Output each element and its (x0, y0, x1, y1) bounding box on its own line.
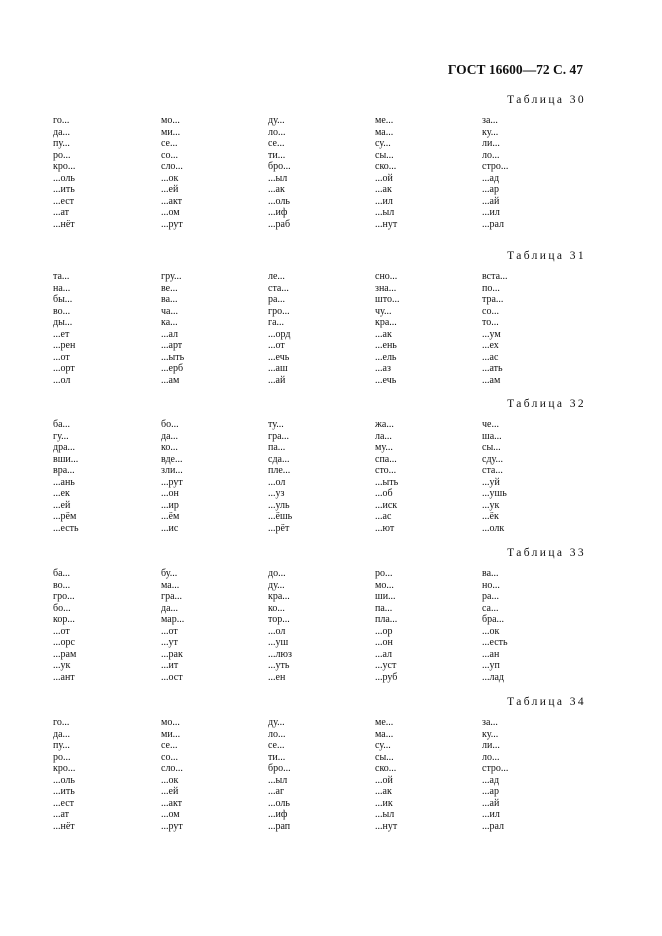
table-cell: ...ест (53, 797, 74, 809)
table-cell: ...оль (268, 195, 290, 207)
table-cell: гру... (161, 271, 182, 282)
table-cell: ...ик (375, 797, 393, 809)
table-cell: ...он (161, 488, 179, 499)
table-cell: ...рал (482, 218, 505, 230)
table-cell: ...ом (161, 809, 180, 820)
table-cell: ...ит (161, 660, 179, 671)
table-cell: го... (53, 115, 70, 126)
table-cell: ...уп (482, 660, 500, 671)
table-cell: ...ил (482, 809, 500, 820)
table-cell: ...от (53, 625, 70, 637)
table-column (482, 115, 582, 230)
table-cell: ...ат (53, 809, 70, 820)
table-cell: ...ушь (482, 488, 507, 499)
table-cell: ...ан (482, 648, 500, 660)
table-column (375, 271, 475, 386)
table-cell: кор... (53, 614, 75, 625)
table-cell: ...ой (375, 774, 393, 786)
table-column (375, 568, 475, 683)
table-cell: ...рём (53, 511, 77, 522)
table-cell: ...оль (53, 774, 75, 786)
table-cell: ...ечь (375, 374, 397, 386)
table-cell: ...ак (375, 786, 392, 797)
table-cell: ...ань (53, 476, 75, 488)
table-cell: ча... (161, 305, 178, 317)
table-cell: ку... (482, 126, 499, 138)
table-cell: ме... (375, 717, 394, 728)
table-cell: ма... (375, 728, 394, 740)
table-cell: ку... (482, 728, 499, 740)
table-cell: ...ёк (482, 511, 499, 522)
table-cell: ло... (482, 751, 500, 763)
table-cell: ...нёт (53, 218, 75, 230)
table-cell: гро... (268, 305, 290, 317)
table-cell: кро... (53, 763, 76, 774)
word-table (53, 249, 584, 391)
table-cell: ...ам (161, 374, 180, 386)
table-cell: ве... (161, 282, 178, 294)
table-cell: тор... (268, 614, 290, 625)
table-cell: ши... (375, 591, 396, 602)
table-cell: ...аг (268, 786, 285, 797)
table-cell: ...ук (482, 499, 500, 511)
table-cell: да... (161, 430, 179, 442)
table-cell: ...ить (53, 786, 75, 797)
table-cell: ту... (268, 419, 284, 430)
table-cell: ...уй (482, 476, 500, 488)
table-cell: сы... (482, 442, 501, 453)
table-cell: ...ил (482, 207, 500, 218)
table-cell: ...орт (53, 363, 75, 374)
table-cell: со... (482, 305, 499, 317)
table-cell: ро... (53, 149, 71, 161)
table-cell: мо... (375, 579, 394, 591)
table-cell: ...иф (268, 809, 288, 820)
table-cell: пле... (268, 465, 291, 476)
table-cell: ...от (53, 351, 70, 363)
table-cell: ра... (482, 591, 499, 602)
table-cell: ...раб (268, 218, 291, 230)
table-cell: ...есть (482, 637, 508, 648)
word-table (53, 397, 584, 539)
table-cell: ва... (482, 568, 499, 579)
table-cell: пу... (53, 740, 70, 751)
table-cell: ма... (161, 579, 180, 591)
table-cell: вра... (53, 465, 75, 476)
table-cell: ко... (268, 602, 285, 614)
table-cell: па... (268, 442, 286, 453)
table-grid (53, 115, 584, 235)
table-cell: да... (161, 602, 179, 614)
table-cell: ...ол (268, 476, 286, 488)
table-cell: ...ост (161, 671, 183, 683)
table-cell: кра... (268, 591, 290, 602)
table-grid (53, 271, 584, 391)
table-cell: ...руб (375, 671, 398, 683)
table-column (268, 568, 368, 683)
table-cell: ра... (268, 294, 285, 305)
table-column (375, 717, 475, 832)
word-table (53, 93, 584, 235)
table-column (53, 568, 153, 683)
table-cell: ...ех (482, 340, 499, 351)
table-cell: мо... (161, 115, 180, 126)
table-cell: ду... (268, 115, 285, 126)
table-cell: ...ей (161, 184, 179, 195)
table-cell: ти... (268, 149, 286, 161)
table-cell: ...ать (482, 363, 503, 374)
table-cell: ...люз (268, 648, 292, 660)
table-cell: во... (53, 305, 71, 317)
table-cell: ...нёт (53, 820, 75, 832)
table-cell: сно... (375, 271, 398, 282)
table-grid (53, 419, 584, 539)
table-cell: ...ир (161, 499, 179, 511)
table-cell: тра... (482, 294, 504, 305)
table-cell: ду... (268, 717, 285, 728)
table-cell: чу... (375, 305, 392, 317)
table-cell: ...ай (482, 797, 500, 809)
table-column (53, 419, 153, 534)
table-cell: се... (268, 138, 285, 149)
table-cell: ста... (268, 282, 289, 294)
table-cell: гра... (161, 591, 183, 602)
table-cell: ...ас (482, 351, 499, 363)
table-cell: вши... (53, 453, 79, 465)
table-cell: ...ыл (268, 774, 288, 786)
table-cell: во... (53, 579, 71, 591)
table-cell: ...ам (482, 374, 501, 386)
table-cell: ла... (375, 430, 392, 442)
table-cell: се... (268, 740, 285, 751)
table-cell: ...акт (161, 797, 183, 809)
table-cell: ...уть (268, 660, 290, 671)
table-cell: ле... (268, 271, 285, 282)
table-cell: то... (482, 317, 499, 328)
table-cell: за... (482, 115, 498, 126)
word-table (53, 695, 584, 837)
table-cell: ...ечь (268, 351, 290, 363)
table-cell: ...аш (268, 363, 288, 374)
table-cell: бо... (161, 419, 179, 430)
table-cell: ...рал (482, 820, 505, 832)
table-cell: гра... (268, 430, 290, 442)
word-table (53, 546, 584, 688)
table-cell: сло... (161, 763, 183, 774)
table-cell: ...рут (161, 218, 183, 230)
table-caption: Таблица 31 (507, 250, 586, 262)
table-cell: зли... (161, 465, 183, 476)
page-header: ГОСТ 16600—72 С. 47 (447, 62, 583, 77)
table-cell: се... (161, 138, 178, 149)
table-cell: ...ак (375, 184, 392, 195)
table-cell: ...уст (375, 660, 397, 671)
table-cell: по... (482, 282, 500, 294)
table-cell: ...рак (161, 648, 183, 660)
table-caption: Таблица 33 (507, 547, 586, 559)
table-cell: ба... (53, 419, 71, 430)
table-grid (53, 717, 584, 837)
table-cell: ме... (375, 115, 394, 126)
table-cell: ...уш (268, 637, 289, 648)
table-cell: дра... (53, 442, 76, 453)
table-cell: ли... (482, 740, 500, 751)
table-cell: ...он (375, 637, 393, 648)
table-cell: ...ут (161, 637, 178, 648)
table-cell: ми... (161, 728, 181, 740)
table-cell: ...рут (161, 820, 183, 832)
table-cell: ...ой (375, 172, 393, 184)
table-column (268, 717, 368, 832)
table-cell: сы... (375, 149, 394, 161)
table-cell: су... (375, 138, 391, 149)
table-cell: ...рап (268, 820, 291, 832)
table-column (375, 419, 475, 534)
table-cell: ско... (375, 763, 397, 774)
table-cell: сто... (375, 465, 397, 476)
table-cell: ...ак (375, 328, 392, 340)
table-cell: ...ант (53, 671, 75, 683)
table-cell: ...рам (53, 648, 77, 660)
table-cell: мар... (161, 614, 185, 625)
table-cell: мо... (161, 717, 180, 728)
table-cell: ...ай (482, 195, 500, 207)
table-cell: што... (375, 294, 400, 305)
table-cell: ...рен (53, 340, 76, 351)
table-cell: ...об (375, 488, 393, 499)
table-cell: ...аз (375, 363, 391, 374)
table-cell: ...иск (375, 499, 398, 511)
table-cell: ро... (375, 568, 393, 579)
table-column (482, 568, 582, 683)
table-cell: ...орд (268, 328, 291, 340)
table-cell: ба... (53, 568, 71, 579)
table-cell: ...оль (53, 172, 75, 184)
table-column (53, 271, 153, 386)
table-cell: ...ыть (161, 351, 185, 363)
table-cell: ка... (161, 317, 178, 328)
table-cell: со... (161, 751, 178, 763)
table-cell: на... (53, 282, 71, 294)
table-cell: ...от (268, 340, 285, 351)
table-cell: спа... (375, 453, 397, 465)
table-cell: стро... (482, 161, 509, 172)
table-cell: гро... (53, 591, 75, 602)
table-cell: ша... (482, 430, 502, 442)
table-cell: ...ыл (375, 809, 395, 820)
table-cell: пла... (375, 614, 398, 625)
table-cell: че... (482, 419, 499, 430)
table-cell: ...оль (268, 797, 290, 809)
table-column (482, 717, 582, 832)
table-column (161, 568, 261, 683)
table-cell: ...ет (53, 328, 70, 340)
table-cell: сы... (375, 751, 394, 763)
table-cell: ...ар (482, 786, 499, 797)
table-cell: ро... (53, 751, 71, 763)
table-column (268, 271, 368, 386)
table-cell: ...от (161, 625, 178, 637)
table-cell: ...ор (375, 625, 393, 637)
table-column (375, 115, 475, 230)
table-caption: Таблица 34 (507, 696, 586, 708)
table-grid (53, 568, 584, 688)
table-cell: са... (482, 602, 499, 614)
table-cell: бы... (53, 294, 73, 305)
table-cell: ...ерб (161, 363, 184, 374)
table-cell: пу... (53, 138, 70, 149)
table-cell: ...рут (161, 476, 183, 488)
table-cell: ...ис (161, 522, 179, 534)
table-cell: се... (161, 740, 178, 751)
table-cell: гу... (53, 430, 69, 442)
table-cell: ли... (482, 138, 500, 149)
table-cell: ма... (375, 126, 394, 138)
table-cell: ...уз (268, 488, 285, 499)
table-cell: ...ей (53, 499, 71, 511)
table-cell: ...ём (161, 511, 180, 522)
table-cell: ...арт (161, 340, 183, 351)
table-cell: вде... (161, 453, 183, 465)
table-cell: вста... (482, 271, 508, 282)
table-cell: ...ад (482, 172, 500, 184)
table-cell: ...нут (375, 820, 398, 832)
table-cell: ...уль (268, 499, 290, 511)
table-cell: ва... (161, 294, 178, 305)
table-cell: ...ёшь (268, 511, 293, 522)
table-cell: ...ей (161, 786, 179, 797)
table-cell: ми... (161, 126, 181, 138)
table-cell: ста... (482, 465, 503, 476)
table-cell: ...рёт (268, 522, 290, 534)
table-cell: ло... (482, 149, 500, 161)
table-cell: ...ал (375, 648, 393, 660)
table-cell: стро... (482, 763, 509, 774)
table-cell: за... (482, 717, 498, 728)
table-cell: со... (161, 149, 178, 161)
table-cell: ...олк (482, 522, 505, 534)
table-column (53, 717, 153, 832)
table-column (268, 115, 368, 230)
table-cell: ...лад (482, 671, 505, 683)
table-column (268, 419, 368, 534)
table-cell: ...ак (268, 184, 285, 195)
table-cell: ...ель (375, 351, 397, 363)
table-cell: жа... (375, 419, 394, 430)
table-cell: ...ол (268, 625, 286, 637)
table-cell: до... (268, 568, 286, 579)
table-column (482, 271, 582, 386)
table-cell: бро... (268, 161, 291, 172)
table-cell: бро... (268, 763, 291, 774)
table-cell: ...ыл (375, 207, 395, 218)
table-cell: ...ом (161, 207, 180, 218)
table-cell: ...акт (161, 195, 183, 207)
table-cell: кра... (375, 317, 397, 328)
table-cell: ...ек (53, 488, 70, 499)
table-column (161, 717, 261, 832)
table-cell: ...ок (482, 625, 500, 637)
table-cell: ...ар (482, 184, 499, 195)
table-cell: ско... (375, 161, 397, 172)
table-cell: да... (53, 728, 71, 740)
table-cell: па... (375, 602, 393, 614)
table-cell: ти... (268, 751, 286, 763)
table-cell: ...ест (53, 195, 74, 207)
table-cell: ...ыл (268, 172, 288, 184)
table-cell: ...ыть (375, 476, 399, 488)
table-cell: ...ить (53, 184, 75, 195)
table-cell: ...иф (268, 207, 288, 218)
table-cell: ...ень (375, 340, 397, 351)
table-cell: го... (53, 717, 70, 728)
table-cell: ...ют (375, 522, 395, 534)
table-cell: ...ен (268, 671, 286, 683)
table-cell: ...ал (161, 328, 179, 340)
table-cell: зна... (375, 282, 397, 294)
table-cell: ...ил (375, 195, 393, 207)
table-cell: ...ай (268, 374, 286, 386)
table-cell: сло... (161, 161, 183, 172)
table-column (161, 419, 261, 534)
table-column (482, 419, 582, 534)
table-cell: ...ук (53, 660, 71, 671)
table-cell: сду... (482, 453, 504, 465)
table-cell: ...ум (482, 328, 501, 340)
table-column (161, 115, 261, 230)
table-cell: ...ок (161, 774, 179, 786)
table-cell: ...ол (53, 374, 71, 386)
table-cell: ко... (161, 442, 178, 453)
table-cell: га... (268, 317, 285, 328)
table-cell: ...есть (53, 522, 79, 534)
table-caption: Таблица 30 (507, 94, 586, 106)
table-cell: но... (482, 579, 500, 591)
table-cell: ...орс (53, 637, 75, 648)
table-cell: бу... (161, 568, 178, 579)
table-cell: сда... (268, 453, 290, 465)
table-cell: кро... (53, 161, 76, 172)
table-cell: ду... (268, 579, 285, 591)
table-cell: бра... (482, 614, 505, 625)
table-cell: ...ок (161, 172, 179, 184)
table-cell: ло... (268, 126, 286, 138)
table-cell: ...нут (375, 218, 398, 230)
table-cell: ...ас (375, 511, 392, 522)
table-cell: ...ат (53, 207, 70, 218)
table-cell: ды... (53, 317, 73, 328)
table-caption: Таблица 32 (507, 398, 586, 410)
table-cell: бо... (53, 602, 71, 614)
table-column (53, 115, 153, 230)
table-cell: му... (375, 442, 393, 453)
table-cell: су... (375, 740, 391, 751)
table-column (161, 271, 261, 386)
table-cell: ло... (268, 728, 286, 740)
table-cell: да... (53, 126, 71, 138)
table-cell: ...ад (482, 774, 500, 786)
table-cell: та... (53, 271, 70, 282)
